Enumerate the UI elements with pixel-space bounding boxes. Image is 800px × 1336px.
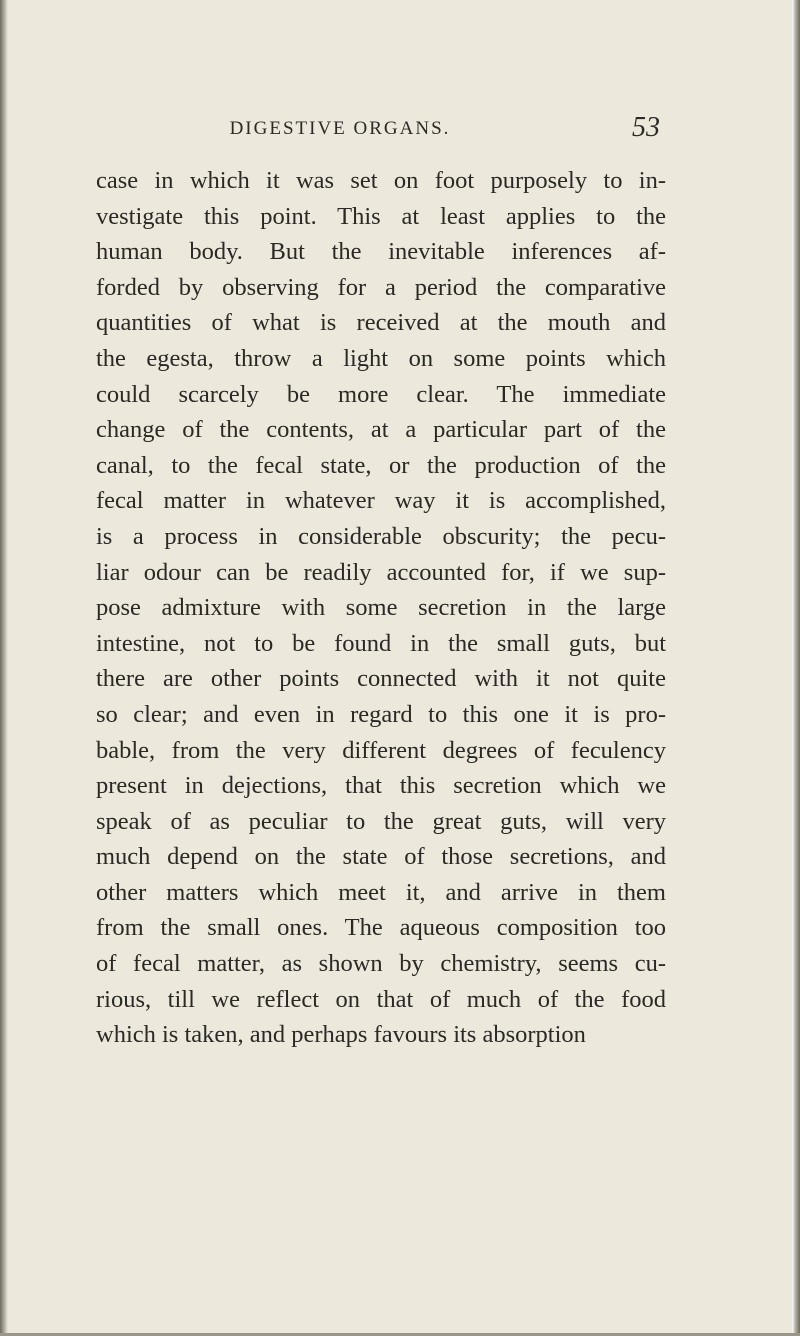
text-line: of fecal matter, as shown by chemistry, seems cu- bbox=[96, 950, 666, 978]
text-line: speak of as peculiar to the great guts, will very bbox=[96, 807, 666, 835]
page-number: 53 bbox=[632, 112, 660, 143]
text-line: pose admixture with some secretion in the large bbox=[96, 594, 666, 622]
text-line: could scarcely be more clear. The immediate bbox=[96, 380, 666, 408]
text-line: fecal matter in whatever way it is accomplished, bbox=[96, 487, 666, 515]
text-line: rious, till we reflect on that of much of the food bbox=[96, 985, 666, 1013]
page-edge-left bbox=[0, 0, 8, 1336]
text-line: present in dejections, that this secretion which we bbox=[96, 772, 666, 800]
text-line: vestigate this point. This at least applies to the bbox=[96, 202, 666, 230]
text-line: the egesta, throw a light on some points which bbox=[96, 344, 666, 372]
text-line: human body. But the inevitable inferences af- bbox=[96, 238, 666, 266]
text-line: which is taken, and perhaps favours its absorption bbox=[96, 1021, 586, 1049]
body-text bbox=[96, 163, 666, 1053]
text-line: intestine, not to be found in the small guts, but bbox=[96, 629, 666, 657]
book-page bbox=[8, 0, 792, 1336]
text-line: bable, from the very different degrees of feculency bbox=[96, 736, 666, 764]
text-line: is a process in considerable obscurity; the pecu- bbox=[96, 522, 666, 550]
text-line: forded by observing for a period the comparative bbox=[96, 273, 666, 301]
text-line: much depend on the state of those secretions, and bbox=[96, 843, 666, 871]
text-line: canal, to the fecal state, or the production of the bbox=[96, 451, 666, 479]
text-line: change of the contents, at a particular part of the bbox=[96, 416, 666, 444]
text-line: there are other points connected with it not quite bbox=[96, 665, 666, 693]
page-edge-right bbox=[792, 0, 800, 1336]
text-line: so clear; and even in regard to this one it is pro- bbox=[96, 700, 666, 728]
text-line: other matters which meet it, and arrive in them bbox=[96, 878, 666, 906]
text-line: liar odour can be readily accounted for, if we sup- bbox=[96, 558, 666, 586]
text-line: quantities of what is received at the mouth and bbox=[96, 309, 666, 337]
text-line: case in which it was set on foot purposely to in- bbox=[96, 167, 666, 194]
running-head bbox=[8, 112, 792, 148]
running-title: DIGESTIVE ORGANS. bbox=[229, 118, 451, 139]
text-line: from the small ones. The aqueous composition too bbox=[96, 914, 666, 942]
